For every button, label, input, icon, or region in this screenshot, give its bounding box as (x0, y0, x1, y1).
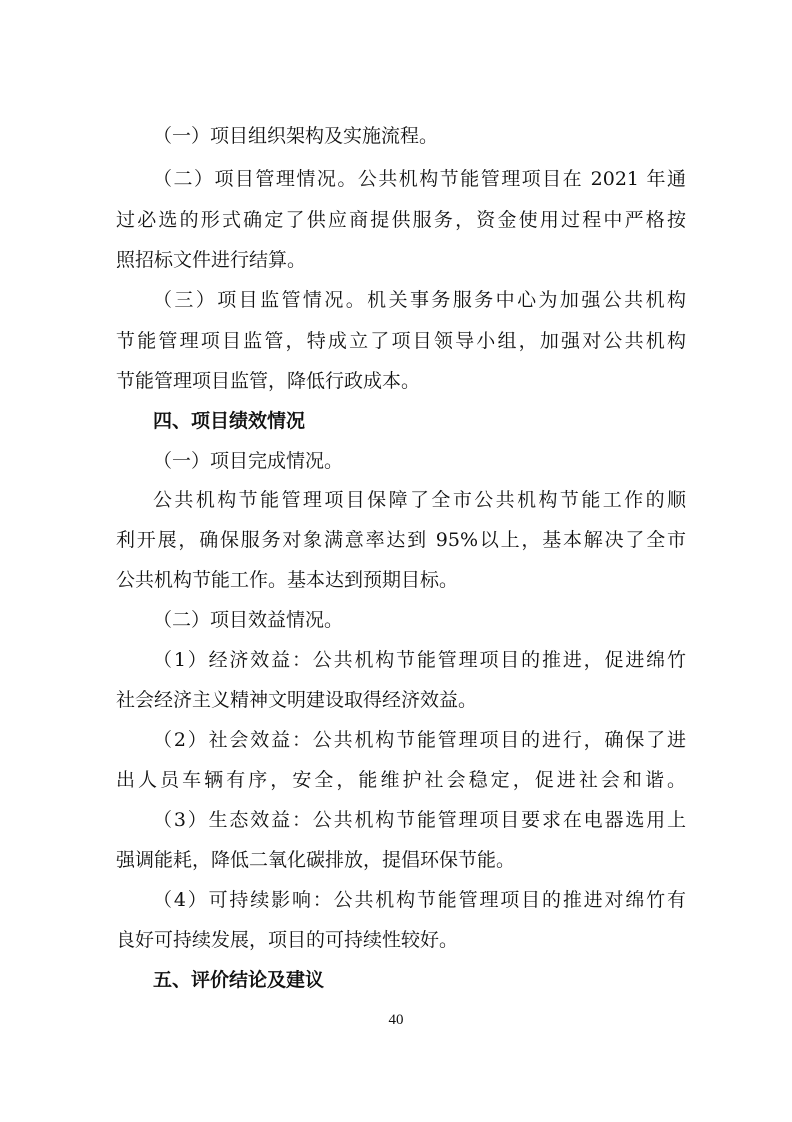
paragraph-line: （4）可持续影响：公共机构节能管理项目的推进对绵竹有 (153, 889, 686, 911)
paragraph-line: 良好可持续发展，项目的可持续性较好。 (116, 929, 459, 951)
section-heading: 五、评价结论及建议 (153, 969, 325, 991)
paragraph-line: （1）经济效益：公共机构节能管理项目的推进，促进绵竹 (153, 649, 686, 671)
paragraph-line: 利开展，确保服务对象满意率达到 95%以上，基本解决了全市 (116, 529, 686, 551)
section-heading: 四、项目绩效情况 (153, 410, 306, 432)
paragraph-line: （二）项目管理情况。公共机构节能管理项目在 2021 年通 (153, 168, 686, 190)
paragraph-line: 公共机构节能管理项目保障了全市公共机构节能工作的顺 (153, 489, 686, 511)
paragraph-line: 节能管理项目监管，特成立了项目领导小组，加强对公共机构 (116, 330, 686, 352)
paragraph-line: （三）项目监管情况。机关事务服务中心为加强公共机构 (153, 289, 686, 311)
paragraph-line: （3）生态效益：公共机构节能管理项目要求在电器选用上 (153, 809, 686, 831)
paragraph-line: 社会经济主义精神文明建设取得经济效益。 (116, 689, 478, 711)
page-number: 40 (388, 1012, 404, 1028)
paragraph-line: 过必选的形式确定了供应商提供服务，资金使用过程中严格按 (116, 209, 686, 231)
paragraph-line: （一）项目完成情况。 (153, 450, 344, 472)
paragraph-line: （一）项目组织架构及实施流程。 (153, 125, 439, 147)
paragraph-line: （二）项目效益情况。 (153, 609, 344, 631)
paragraph-line: 出人员车辆有序，安全，能维护社会稳定，促进社会和谐。 (116, 769, 686, 791)
paragraph-line: 照招标文件进行结算。 (116, 249, 307, 271)
paragraph-line: 节能管理项目监管，降低行政成本。 (116, 370, 421, 392)
paragraph-line: （2）社会效益：公共机构节能管理项目的进行，确保了进 (153, 729, 686, 751)
paragraph-line: 强调能耗，降低二氧化碳排放，提倡环保节能。 (116, 849, 516, 871)
paragraph-line: 公共机构节能工作。基本达到预期目标。 (116, 569, 459, 591)
